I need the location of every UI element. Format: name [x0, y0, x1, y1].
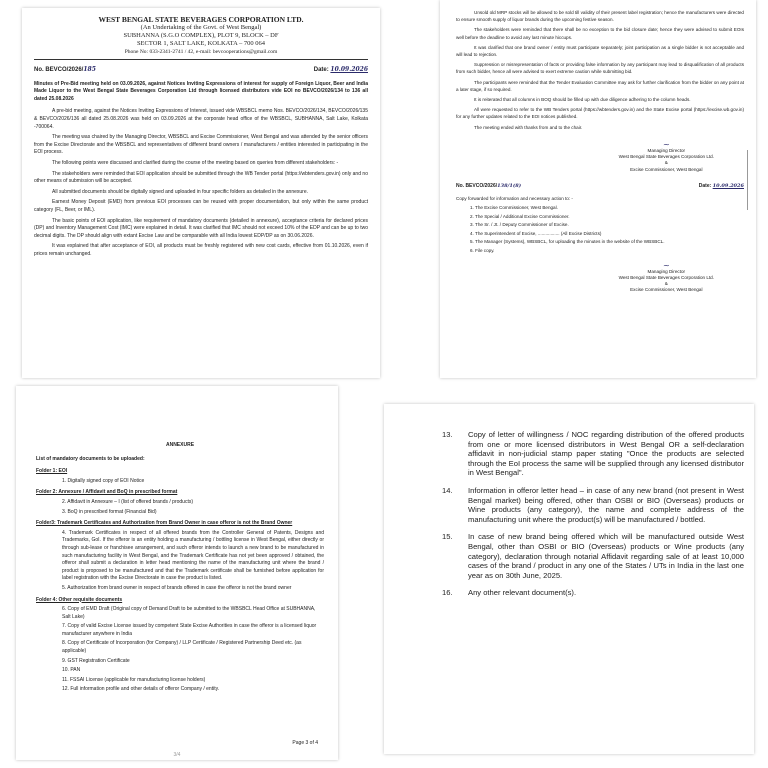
doc-item: 2. Affidavit in Annexure – I (list of offered brands / products): [62, 498, 194, 505]
paragraph: The stakeholders were reminded that EOI application should be submitted through the WB Tender portal (https://wbtenders.gov.in) only and no other means of submission will be accepted.: [34, 170, 368, 185]
signature-block-1: [618, 139, 714, 173]
date-value: 10.09.2026: [330, 66, 368, 73]
paragraph: It was clarified that one brand owner / entity must participate separately; joint participation as a single bidder is not acceptable and will lead to rejection.: [456, 44, 744, 58]
paragraph: The meeting ended with thanks from and to the chair.: [474, 124, 583, 130]
body-paragraphs: [456, 9, 744, 131]
date-label: Date:: [313, 67, 329, 73]
signature-block-2: [618, 260, 714, 294]
sig-line: Excise Commissioner, West Bengal: [630, 287, 703, 293]
doc-item: 3. BoQ in prescribed format (Financial Bid): [62, 508, 157, 515]
doc-item: 12. Full information profile and other details of offeror Company / entity.: [62, 686, 220, 693]
body-paragraphs: [34, 108, 368, 258]
memo-line: [456, 183, 744, 191]
date-label: Date:: [698, 182, 712, 189]
memo-line: [34, 66, 368, 75]
folder-heading: Folder 2: Annexure / Affidavit and BoQ in prescribed format: [36, 489, 178, 496]
paragraph: It is reiterated that all columns in BOQ should be filled up with due diligence adhering to the column heads.: [474, 97, 691, 103]
address-line-1: SUBHANNA (S.G.O COMPLEX), PLOT 9, BLOCK – DF: [123, 32, 279, 39]
folder-heading: Folder3: Trademark Certificates and Authorization from Brand Owner in case offeror is not the Brand Owner: [36, 520, 293, 527]
sig-line: Managing Director: [647, 148, 686, 154]
copy-intro: Copy forwarded for information and necessary action to: -: [456, 196, 573, 202]
paragraph: Unsold old MRP stocks will be allowed to be sold till validity of their present label registration; hence the manufacturers were directed to ensure smooth supply of liquor brands during the upcoming festive season.: [456, 10, 744, 23]
copy-item: 1. The Excise Commissioner, West Bengal.: [470, 205, 558, 211]
page-number: Page 3 of 4: [292, 740, 318, 746]
doc-item: 1. Digitally signed copy of EOI Notice: [62, 477, 145, 484]
paragraph: The participants were reminded that the Tender Evaluation Committee may ask for further clarification from the bidder on any point at a later stage, if so required.: [456, 79, 744, 92]
subject: Minutes of Pre-Bid meeting held on 03.09.2026, against Notices Inviting Expressions of interest for supply of Foreign Liquor, Beer and India Made Liquor to the West Bengal State Beverages Corporation Ltd through licensed distributors vide EOI no BEVCO/2026/134 to 136 all dated 25.08.2026: [34, 80, 368, 102]
item-text: Any other relevant document(s).: [468, 588, 577, 598]
copy-item: 2. The Special / Additional Excise Commissioner.: [470, 213, 570, 219]
item-number: 15.: [442, 532, 453, 542]
memo-no-value: 185: [83, 66, 96, 73]
doc-item: 5. Authorization from brand owner in respect of brands offered in case the offeror is not the brand owner: [62, 584, 292, 591]
doc-item: 6. Copy of EMD Draft (Original copy of Demand Draft to be submitted to the WBSBCL Head Office at SUBHANNA, Salt Lake): [62, 606, 316, 620]
paragraph: A pre-bid meeting, against the Notices Inviting Expressions of Interest, issued vide WBSBCL memo Nos. BEVCO/2026/134, BEVCO/2026/135 & BEVCO/2026/136 all dated 25.08.2026 was held on 03.09.2026 at the corporate head office of the WBSBCL, SUBHANNA, Salt Lake, Kolkata -700064.: [34, 108, 368, 130]
doc-item: 9. GST Registration Certificate: [62, 657, 130, 664]
signature-scribble: ~: [662, 260, 670, 270]
doc-item: 11. FSSAI License (applicable for manufacturing license holders): [62, 676, 206, 683]
undertaking-line: (An Undertaking of the Govt. of West Bengal): [140, 24, 262, 31]
copy-item: 4. The Superintendent of Excise, ................. (All Excise Districts): [470, 230, 602, 236]
copy-item: 5. The Manager (Systems), WBSBCL, for uploading the minutes in the website of the WBSBCL.: [470, 239, 665, 245]
copy-list: [456, 196, 744, 254]
date-value: 10.09.2026: [712, 182, 744, 189]
doc-item: 8. Copy of Certificate of Incorporation (for Company) / LLP Certificate / Registered Partnership Deed etc. (as applicable): [62, 640, 302, 655]
document-page-2: [440, 0, 756, 378]
sig-line: Managing Director: [647, 268, 686, 274]
sig-line: Excise Commissioner, West Bengal: [630, 166, 703, 172]
document-page-1: [22, 8, 380, 378]
paragraph: The stakeholders were reminded that there shall be no exception to the bid closure date; hence they were advised to submit EOIs well before the deadline to avoid any last minute hiccups.: [456, 27, 744, 40]
item-number: 14.: [442, 485, 453, 495]
doc-item: [392, 532, 744, 580]
copy-item: 3. The Sr. / Jt. / Deputy Commissioner of Excise.: [470, 222, 569, 228]
paragraph: Suppression or misrepresentation of facts or providing false information by any participant may lead to disqualification of all products from such bidder, hence all were advised to exert extreme caution while submitting bid.: [456, 62, 744, 75]
item-text: Copy of letter of willingness / NOC regarding distribution of the offered products from one or more licensed distributors in West Bengal OR a self-declaration affidavit in non-judicial stamp paper stating "Once the products are selected through the EoI process the same will be supplied through any licensed distributor in West Bengal".: [468, 430, 744, 478]
memo-no-value: 138/1(8): [497, 182, 522, 189]
letterhead-divider: [34, 59, 368, 60]
doc-item: 10. PAN: [62, 667, 81, 674]
item-text: Information in offeror letter head – in case of any new brand (not present in West Bengal market) being offered, other than OSBI or BIO (Overseas) products or Wine products (any category), the name and complete address of the manufacturing unit where the product(s) will be manufactured / bottled.: [468, 485, 744, 524]
contact-line: Phone No: 033-2341-2741 / 42, e-mail: bevcooperations@gmail.com: [124, 49, 278, 55]
paragraph: The following points were discussed and clarified during the course of the meeting based on queries from different stakeholders: -: [52, 159, 339, 166]
doc-item: [392, 486, 744, 524]
doc-item: [392, 588, 744, 598]
paragraph: Earnest Money Deposit (EMD) from previous EOI processes can be reused with proper documentation, but only within the same product category (FL, Beer, or IML).: [34, 199, 368, 213]
document-page-3: [16, 386, 338, 760]
doc-item: 4. Trademark Certificates in respect of all offered brands from the Controller General of Patents, Designs and Trademarks, GoI. If the offeror is an entity holding a manufacturing / bottling license in West Bengal, either directly or through sub-lease or franchisee arrangement, and such offeror intends to launch a new brand to be manufactured in such manufacturing facility in West Bengal, and the Trademark Certificate has not yet been approved / obtained, the offeror shall submit a declaration in letter head mentioning the name of the manufacturing unit where the brand / product is proposed to be manufactured and that the Trademark certificate shall be furnished before application for label registration with the Excise Directorate in case the product is listed.: [62, 529, 324, 582]
document-page-4: [384, 404, 754, 754]
sig-line: &: [664, 281, 668, 287]
paragraph: The meeting was chaired by the Managing Director, WBSBCL and Excise Commissioner, West Bengal and was attended by the senior officers from the Excise Directorate and the WBSBCL and representatives of different brand owners / manufacturers / entities interested in participating in the EOI process.: [34, 134, 368, 156]
paragraph: All submitted documents should be digitally signed and uploaded in four specific folders as detailed in the annexure.: [52, 188, 308, 195]
address-line-2: SECTOR 1, SALT LAKE, KOLKATA – 700 064: [136, 40, 266, 47]
sig-line: West Bengal State Beverages Corporation Ltd.: [618, 154, 714, 160]
item-number: 16.: [442, 588, 453, 598]
paragraph: It was explained that after acceptance of EOI, all products must be freshly registered with new cost cards, effective from 01.10.2026, even if prices remain unchanged.: [34, 243, 368, 257]
folder-heading: Folder 4: Other requisite documents: [36, 596, 123, 603]
annexure-intro: List of mandatory documents to be uploaded:: [36, 455, 145, 462]
annexure-continued-list: [392, 430, 744, 598]
org-name: WEST BENGAL STATE BEVERAGES CORPORATION LTD.: [98, 15, 304, 24]
doc-item: [392, 430, 744, 478]
memo-no-label: No. BEVCO/2026/: [34, 67, 84, 73]
sig-line: &: [664, 160, 668, 166]
item-text: In case of new brand being offered which will be manufactured outside West Bengal, other than OSBI or BIO (Overseas) products or Wine products (any category), declaration through notarial Affidavit regarding sale of at least 10,000 cases of the brand / product in any one of the States / UTs in India in the last one year as on 30th June, 2025.: [468, 532, 744, 580]
scroll-indicator: [747, 150, 748, 210]
sig-line: West Bengal State Beverages Corporation Ltd.: [618, 275, 714, 281]
paragraph: All were requested to refer to the WB Tenders portal (https://wbtenders.gov.in) and the State Excise portal (https://excise.wb.gov.in) for any further updates related to the EOI notices published.: [456, 107, 744, 120]
annexure-title: ANNEXURE: [165, 442, 195, 448]
page-footer: 3/4: [173, 752, 181, 758]
doc-item: 7. Copy of valid Excise License issued by competent State Excise Authorities in case the offeror is a licensed liquor manufacturer anywhere in India: [62, 623, 317, 637]
memo-no-label: No. BEVCO/2026/: [456, 182, 498, 189]
paragraph: The basic points of EOI application, like requirement of mandatory documents (detailed in annexure), acceptance criteria for declared prices (DP) and Inventory Management Cost (IMC) were explained in detail. It was clarified that IMC should not exceed 10% of the EDP and can be up to two decimal digits. The DP should align with extant Excise Law and be comparable with all India lowest EDP/DP as on 30.06.2026.: [34, 217, 368, 239]
signature-scribble: ~: [662, 139, 670, 149]
copy-item: 6. File copy.: [470, 248, 495, 254]
folder-heading: Folder 1: EOI: [36, 468, 68, 475]
item-number: 13.: [442, 430, 453, 439]
letterhead: [34, 16, 368, 56]
